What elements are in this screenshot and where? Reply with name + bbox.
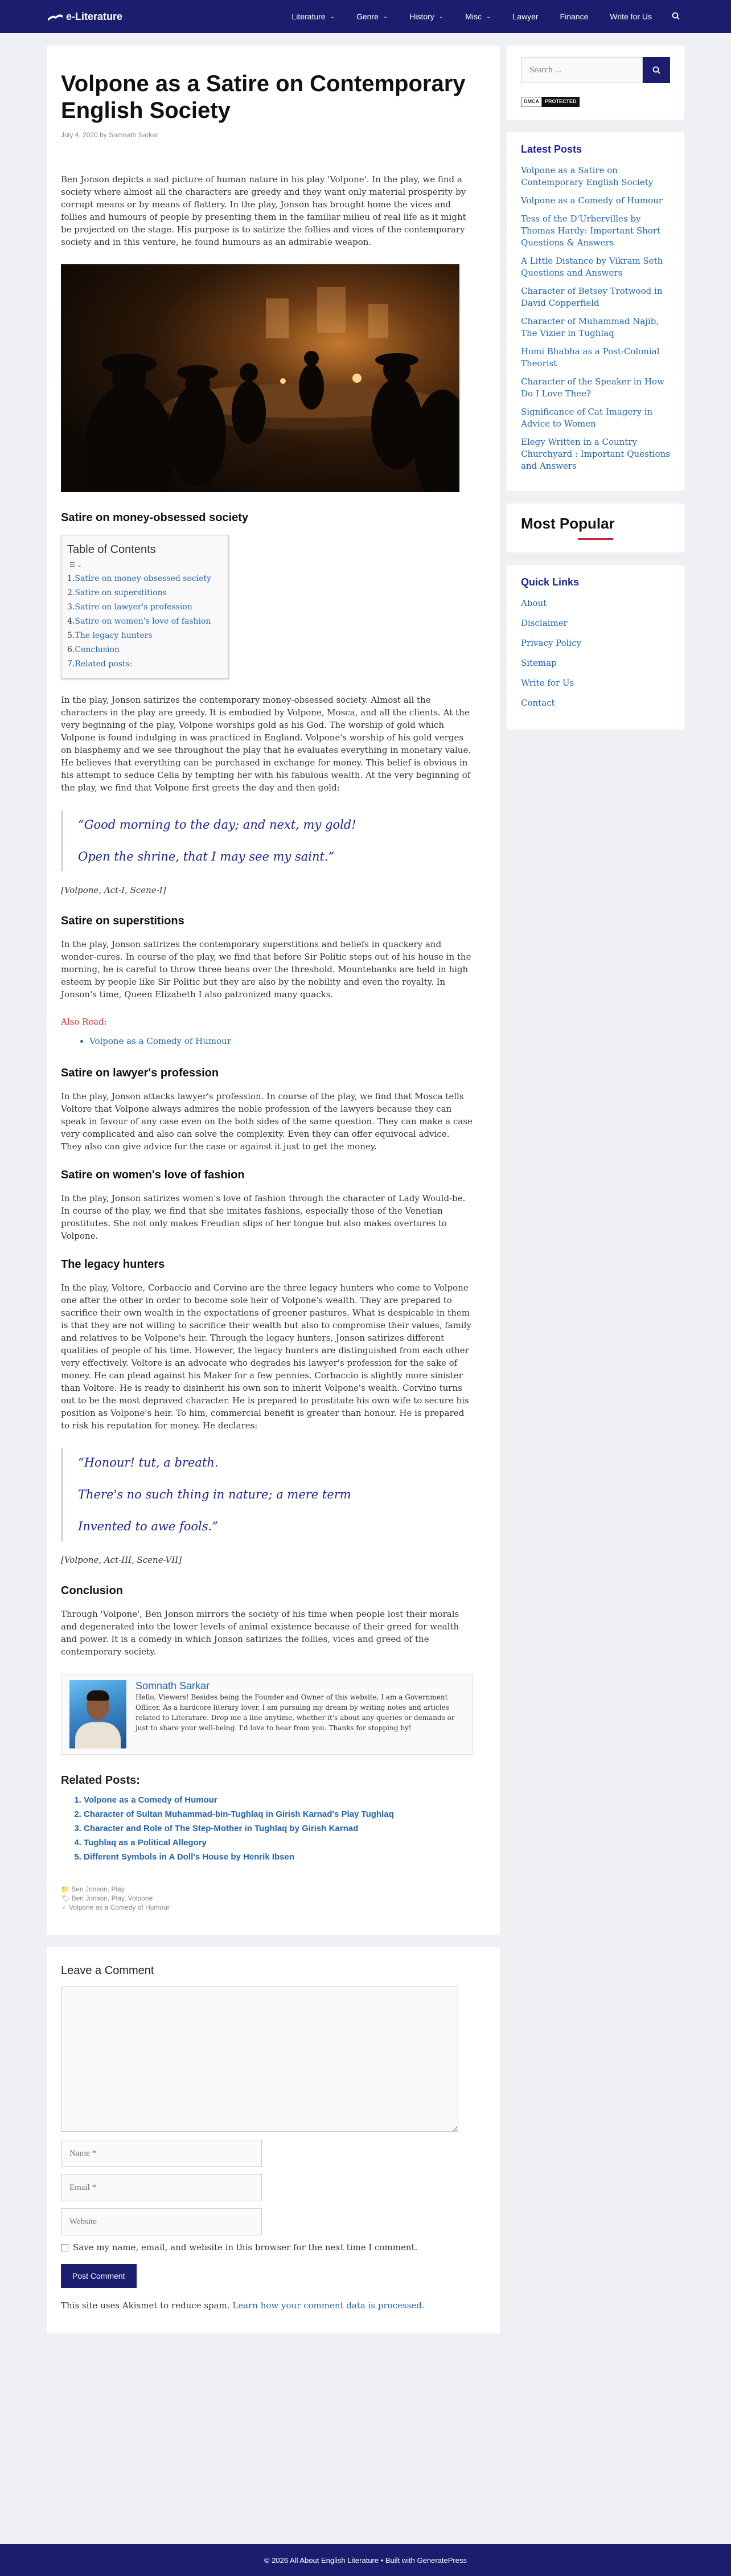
related-link[interactable]: Character and Role of The Step-Mother in Tughlaq by Girish Karnad [84,1824,359,1833]
post-footer-meta [61,1885,473,1912]
nav-genre[interactable] [346,12,399,21]
nav-label: Finance [560,12,589,21]
akismet-text: This site uses Akismet to reduce spam. [61,2300,230,2311]
site-header [0,0,731,33]
also-read-item [89,1036,473,1046]
nav-search-icon[interactable] [663,12,684,22]
author-bio: Hello, Viewers! Besides being the Founder and Owner of this website, I am a Government Officer. As a hardcore literary lover, I am pursuing my dream by writing notes and articles related to Literature. Drop me a line anytime, whether it's about any queries or demands or just to share your well-being. I'd love to hear from you. Thanks for stopping by! [135,1693,455,1732]
toc-item-label: Satire on money-obsessed society [75,574,212,583]
dmca-badge[interactable] [521,97,580,107]
sidebar [507,46,684,742]
dmca-badge-left: DMCA [521,97,542,107]
related-item [84,1836,473,1850]
akismet-note [61,2300,486,2311]
most-popular-widget [507,503,684,552]
latest-post-item [521,285,670,309]
logo-book-icon [47,11,64,22]
nav-history[interactable] [399,12,454,21]
quick-links-heading: Quick Links [521,576,580,588]
chevron-down-icon: ⌄ [383,13,388,20]
nav-label: Literature [291,12,326,21]
search-icon [652,66,660,74]
post-author-link[interactable]: Somnath Sarkar [109,131,158,139]
toc-item[interactable] [67,586,223,600]
email-field[interactable] [61,2174,262,2201]
name-field[interactable] [61,2140,262,2167]
main-content [47,46,500,2333]
quote-line: There's no such thing in nature; a mere term [78,1488,351,1501]
toc-item-number: 6. [67,645,75,654]
intro-paragraph: Ben Jonson depicts a sad picture of human nature in his play 'Volpone'. In the play, we find a society where almost all the characters are greedy and they want only material prosperity by corrupt means or by means of flattery. In the play, Jonson has brought home the vices and follies and humours of people by presenting them in the familiar milieu of real life as it might be projected on the stage. His purpose is to satirize the follies and vices of the contemporary society and in this venture, he found humours as an admirable weapon. [61,174,466,247]
latest-post-item [521,316,670,339]
quick-link[interactable]: Contact [521,698,555,708]
quick-links-list [521,597,670,709]
section-heading: Satire on women's love of fashion [61,1169,245,1181]
quick-links-widget [507,565,684,730]
paragraph-money: In the play, Jonson satirizes the contemporary money-obsessed society. Almost all the characters in the play are greedy. It is embodied by Volpone, Mosca, and all the clients. At the very beginning of the play, Volpone worships gold as his God. The worship of gold which Volpone is found indulging in was practiced in England. Volpone's worship of his gold verges on blasphemy and we see throughout the play that he evaluates everything in monetary value. He believes that everything can be purchased in exchange for money. This belief is obvious in his attempt to seduce Celia by tempting her with his fabulous wealth. At the very beginning of the play, we find that Volpone first greets the day and then gold: [61,695,471,793]
latest-post-link[interactable]: Tess of the D'Urbervilles by Thomas Hardy: Important Short Questions & Answers [521,214,660,248]
latest-post-item [521,213,670,249]
category-links[interactable]: Ben Jonson, Play [71,1885,125,1893]
paragraph-lawyer: In the play, Jonson attacks lawyer's profession. In course of the play, we find that Mosca tells Voltore that Volpone always admires the noble profession of the lawyers because they can speak in favour of any case even on the both sides of the same question. They can make a case very complicated and also can solve the complexity. Even they can offer equivocal advice. They also can give advice for the case or against it just to get the money. [61,1091,473,1152]
latest-post-link[interactable]: Significance of Cat Imagery in Advice to Women [521,407,653,429]
toc-item-label: Satire on lawyer's profession [75,603,192,612]
toc-item-number: 3. [67,603,75,612]
latest-post-item [521,346,670,370]
quote-line: “Honour! tut, a breath. [78,1456,219,1469]
section-heading: The legacy hunters [61,1258,165,1271]
quote-line: Open the shrine, that I may see my saint.” [78,850,335,863]
latest-post-item [521,255,670,279]
save-info-row [61,2242,486,2253]
author-name-link[interactable]: Somnath Sarkar [135,1680,210,1692]
quick-link[interactable]: Sitemap [521,658,557,668]
latest-post-link[interactable]: Character of the Speaker in How Do I Love Thee? [521,376,664,399]
akismet-link[interactable]: Learn how your comment data is processed. [232,2300,425,2311]
toc-item[interactable] [67,629,223,643]
quote-line: “Good morning to the day; and next, my gold! [78,818,356,832]
sidebar-search-input[interactable] [521,57,643,83]
chevron-left-icon: ‹ [63,1903,65,1911]
toc-item-number: 2. [67,588,75,597]
toc-item[interactable] [67,572,223,586]
site-logo[interactable] [47,11,122,23]
nav-label: Genre [356,12,379,21]
article [47,46,500,1935]
related-item [84,1793,473,1807]
post-by: by [100,131,107,139]
quick-link-item [521,617,670,629]
quick-link-item [521,597,670,609]
latest-post-link[interactable]: Elegy Written in a Country Churchyard : Important Questions and Answers [521,437,670,471]
quick-link-item [521,697,670,709]
chevron-down-icon: ⌄ [330,13,335,20]
section-heading: Conclusion [61,1584,123,1597]
table-of-contents [61,535,229,679]
toc-toggle-icon[interactable]: ☰ ⌄ [69,562,83,568]
related-link[interactable]: Volpone as a Comedy of Humour [84,1795,217,1805]
site-footer [0,2544,731,2576]
author-box [61,1674,473,1755]
paragraph-fashion: In the play, Jonson satirizes women's love of fashion through the character of Lady Would-be. In course of the play, we find that she imitates fashions, especially those of the Venetian prostitutes. She not only makes Freudian slips of her tongue but also makes overtures to Volpone. [61,1193,466,1241]
toc-title: Table of Contents [67,543,156,556]
latest-posts-list [521,165,670,472]
nav-literature[interactable] [281,12,346,21]
latest-post-item [521,165,670,189]
website-field[interactable] [61,2208,262,2235]
chevron-down-icon: ⌄ [486,13,491,20]
related-link[interactable]: Different Symbols in A Doll's House by Henrik Ibsen [84,1852,295,1862]
nav-misc[interactable] [454,12,502,21]
toc-item-label: Satire on superstitions [75,588,167,597]
latest-posts-widget [507,132,684,491]
quote-citation: [Volpone, Act-III, Scene-VII] [61,1555,182,1565]
section-heading: Satire on lawyer's profession [61,1067,219,1079]
previous-post-link[interactable]: Volpone as a Comedy of Humour [69,1903,170,1911]
also-read-link[interactable]: Volpone as a Comedy of Humour [89,1036,231,1046]
comment-heading: Leave a Comment [61,1964,154,1977]
related-item [84,1807,473,1821]
quote-block [61,1448,473,1541]
main-nav [281,12,684,22]
paragraph-conclusion: Through 'Volpone', Ben Jonson mirrors the society of his time when people lost their morals and degenerated into the lower levels of animal existence because of their greed for wealth and power. It is a comedy in which Jonson satirizes the follies, vices and greed of the contemporary society. [61,1609,459,1657]
toc-item-label: Conclusion [75,645,120,654]
toc-item-number: 4. [67,617,75,626]
heading-underline [578,538,613,540]
comment-textarea[interactable] [61,1987,458,2132]
post-comment-button[interactable]: Post Comment [61,2264,137,2288]
quick-link[interactable]: Write for Us [521,678,574,688]
nav-finance[interactable] [549,12,599,21]
quick-link-item [521,677,670,689]
toc-item[interactable] [67,600,223,615]
section-heading: Satire on superstitions [61,915,184,927]
related-item [84,1821,473,1836]
save-info-label: Save my name, email, and website in this browser for the next time I comment. [73,2242,418,2253]
toc-item-label: Satire on women's love of fashion [75,617,211,626]
latest-post-link[interactable]: A Little Distance by Vikram Seth Questions and Answers [521,256,663,278]
latest-post-link[interactable]: Volpone as a Satire on Contemporary English Society [521,165,654,187]
also-read-list [89,1036,473,1046]
quick-link-item [521,637,670,649]
toc-item[interactable] [67,643,223,657]
tag-links[interactable]: Ben Jonson, Play, Volpone [71,1894,153,1902]
toc-item[interactable] [67,615,223,629]
footer-text: © 2026 All About English Literature • Built with GeneratePress [264,2555,467,2565]
quote-block [61,810,473,871]
latest-post-link[interactable]: Character of Muhammad Najib, The Vizier in Tughlaq [521,316,659,338]
comment-section [47,1947,500,2333]
nav-label: Misc [465,12,482,21]
paragraph-legacy: In the play, Voltore, Corbaccio and Corvino are the three legacy hunters who come to Volpone one after the other in order to become sole heir of Volpone's wealth. They are prepared to sacrifice their own wealth in the expectations of greener pastures. What is despicable in them is that they are not willing to sacrifice their wealth but also to compromise their values, family and relatives to be Volpone's heir. Through the legacy hunters, Jonson satirizes different qualities of people of his time. However, the legacy hunters are distinguished from each other very effectively. Voltore is an advocate who degrades his lawyer's profession for the sake of money. He can plead against his Maker for a few pennies. Corbaccio is slightly more sinister than Voltore. He is ready to disinherit his own son to inherit Volpone's wealth. Corvino turns out to be the most depraved character. He is prepared to prostitute his own wife to secure his position as Volpone's heir. To him, commercial benefit is greater than honour. He is prepared to risk his reputation for money. He declares: [61,1283,471,1431]
folder-icon: 📁 [61,1885,69,1893]
nav-label: History [409,12,434,21]
toc-item-label: The legacy hunters [75,631,153,640]
latest-post-item [521,406,670,430]
logo-text: e-Literature [66,10,123,22]
post-date: July 4, 2020 [61,131,98,139]
quick-link[interactable]: About [521,598,547,608]
toc-item-label: Related posts: [75,660,133,669]
latest-post-link[interactable]: Volpone as a Comedy of Humour [521,195,663,206]
toc-item-number: 5. [67,631,75,640]
nav-lawyer[interactable] [502,12,549,21]
latest-post-link[interactable]: Homi Bhabha as a Post-Colonial Theorist [521,346,660,368]
related-heading: Related Posts: [61,1774,140,1787]
latest-post-item [521,376,670,400]
toc-item-number: 1. [67,574,75,583]
quote-citation: [Volpone, Act-I, Scene-I] [61,885,166,895]
post-meta [61,131,473,139]
nav-label: Write for Us [610,12,652,21]
featured-image [61,264,459,492]
nav-label: Lawyer [512,12,539,21]
latest-posts-heading: Latest Posts [521,144,582,155]
latest-post-item [521,195,670,207]
sidebar-search-button[interactable] [643,57,670,83]
related-link[interactable]: Character of Sultan Muhammad-bin-Tughlaq in Girish Karnad's Play Tughlaq [84,1809,394,1819]
chevron-down-icon: ⌄ [438,13,444,20]
toc-list [67,572,223,671]
related-list [84,1793,473,1864]
page-title: Volpone as a Satire on Contemporary English Society [61,71,466,123]
toc-item[interactable] [67,657,223,671]
avatar [69,1680,126,1748]
also-read-label: Also Read: [61,1017,107,1027]
paragraph-superstitions: In the play, Jonson satirizes the contemporary superstitions and beliefs in quackery and wonder-cures. In course of the play, we find that before Sir Politic steps out of his house in the morning, he is careful to throw three beans over the threshold. Mountebanks are held in high esteem by people like Sir Politic but they are also by the nobility and even the royalty. In Jonson's time, Queen Elizabeth I also patronized many quacks. [61,939,471,1000]
latest-post-link[interactable]: Character of Betsey Trotwood in David Copperfield [521,286,663,308]
related-link[interactable]: Tughlaq as a Political Allegory [84,1838,207,1848]
nav-write-for-us[interactable] [599,12,663,21]
quote-line: Invented to awe fools.” [78,1520,218,1533]
dmca-badge-right: PROTECTED [542,97,580,107]
quick-link[interactable]: Disclaimer [521,618,568,628]
most-popular-heading: Most Popular [521,515,615,532]
toc-item-number: 7. [67,660,75,669]
related-item [84,1850,473,1864]
quick-link-item [521,657,670,669]
sidebar-search-widget [507,46,684,120]
latest-post-item [521,436,670,472]
save-info-checkbox[interactable] [61,2244,68,2251]
tag-icon: 🏷 [61,1894,70,1902]
quick-link[interactable]: Privacy Policy [521,638,582,648]
section-heading: Satire on money-obsessed society [61,511,249,524]
